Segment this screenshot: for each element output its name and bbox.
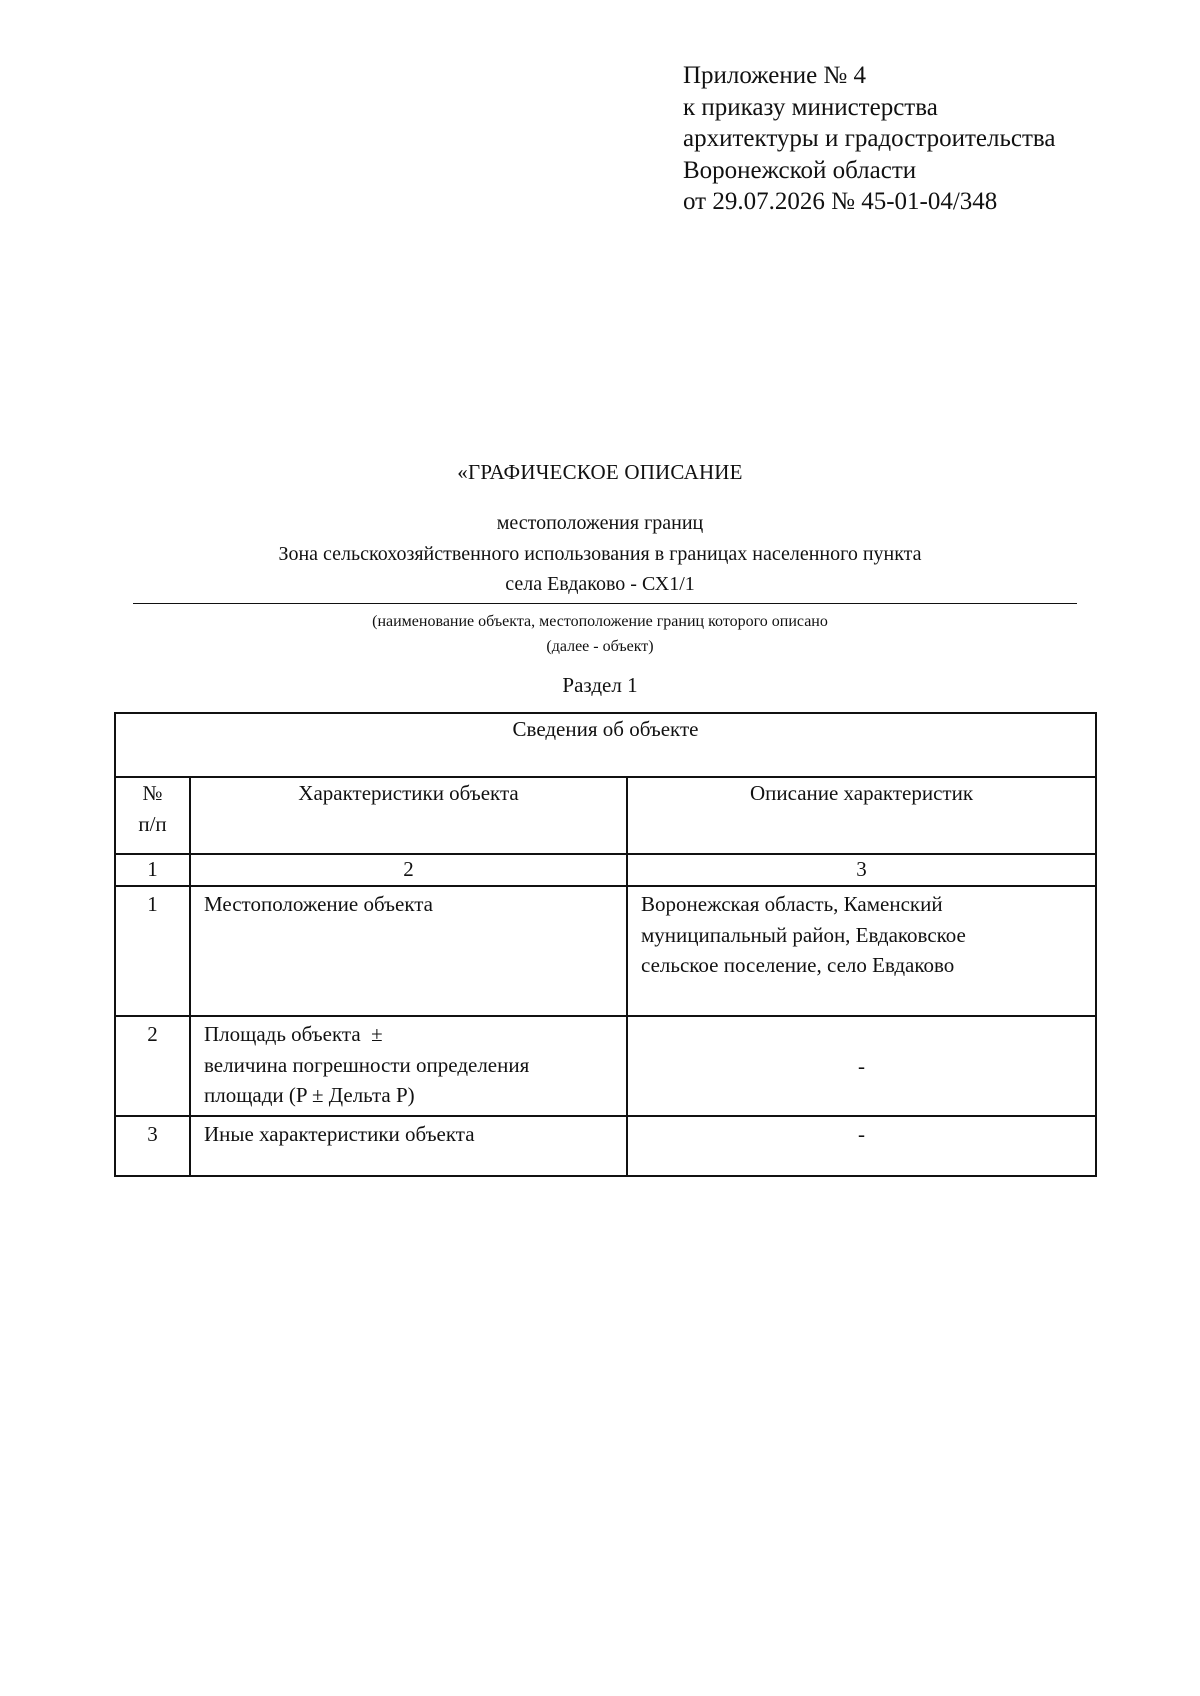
row-characteristic [190,886,627,1016]
characteristic-line: Местоположение объекта [204,892,434,916]
description-line: муниципальный район, Евдаковское [641,922,966,947]
header-number-abbr: п/п [138,811,167,836]
row-characteristic [190,1116,627,1176]
column-number: 2 [190,854,627,886]
characteristic-line: величина погрешности определения [204,1052,530,1077]
appendix-order-date: от 29.07.2026 № 45-01-04/348 [683,188,998,215]
row-number: 2 [115,1016,190,1116]
object-info-table [114,712,1097,1177]
table-row [115,886,1096,1016]
object-name-line-1: Зона сельскохозяйственного использования в границах населенного пункта [278,542,922,565]
column-number: 3 [627,854,1096,886]
appendix-order-ref: к приказу министерства [683,93,938,121]
characteristic-line: площади (P ± Дельта P) [204,1083,415,1107]
subtitle-line: местоположения границ [496,512,704,534]
table-caption-row [115,713,1096,777]
column-number: 1 [115,854,190,886]
row-characteristic [190,1016,627,1116]
table-row [115,1116,1096,1176]
appendix-number: Приложение № 4 [683,62,867,89]
row-description: - [627,1016,1096,1116]
appendix-region: Воронежской области [683,156,917,184]
description-line: сельское поселение, село Евдаково [641,953,955,977]
description-line: Воронежская область, Каменский [641,892,943,916]
row-number: 1 [115,886,190,1016]
object-caption [0,609,1200,659]
object-name-line-2: села Евдаково - СХ1/1 [505,573,695,595]
section-heading: Раздел 1 [562,673,638,697]
caption-line-2: (далее - объект) [546,638,654,655]
characteristic-line: Площадь объекта ± [204,1022,383,1046]
column-number-row [115,854,1096,886]
row-description [627,886,1096,1016]
underline-rule [133,603,1077,604]
header-description: Описание характеристик [627,777,1096,854]
table-caption: Сведения об объекте [115,713,1096,777]
header-characteristic: Характеристики объекта [190,777,627,854]
characteristic-line: Иные характеристики объекта [204,1122,475,1146]
caption-line-1: (наименование объекта, местоположение границ которого описано [372,613,828,630]
table-row [115,1016,1096,1116]
header-number [115,777,190,854]
row-number: 3 [115,1116,190,1176]
row-description: - [627,1116,1096,1176]
document-subtitle [0,508,1200,600]
table-header-row [115,777,1096,854]
header-number-symbol: № [142,781,163,805]
appendix-header [683,60,1055,218]
appendix-ministry: архитектуры и градостроительства [683,125,1056,152]
document-title: «ГРАФИЧЕСКОЕ ОПИСАНИЕ [457,460,743,484]
